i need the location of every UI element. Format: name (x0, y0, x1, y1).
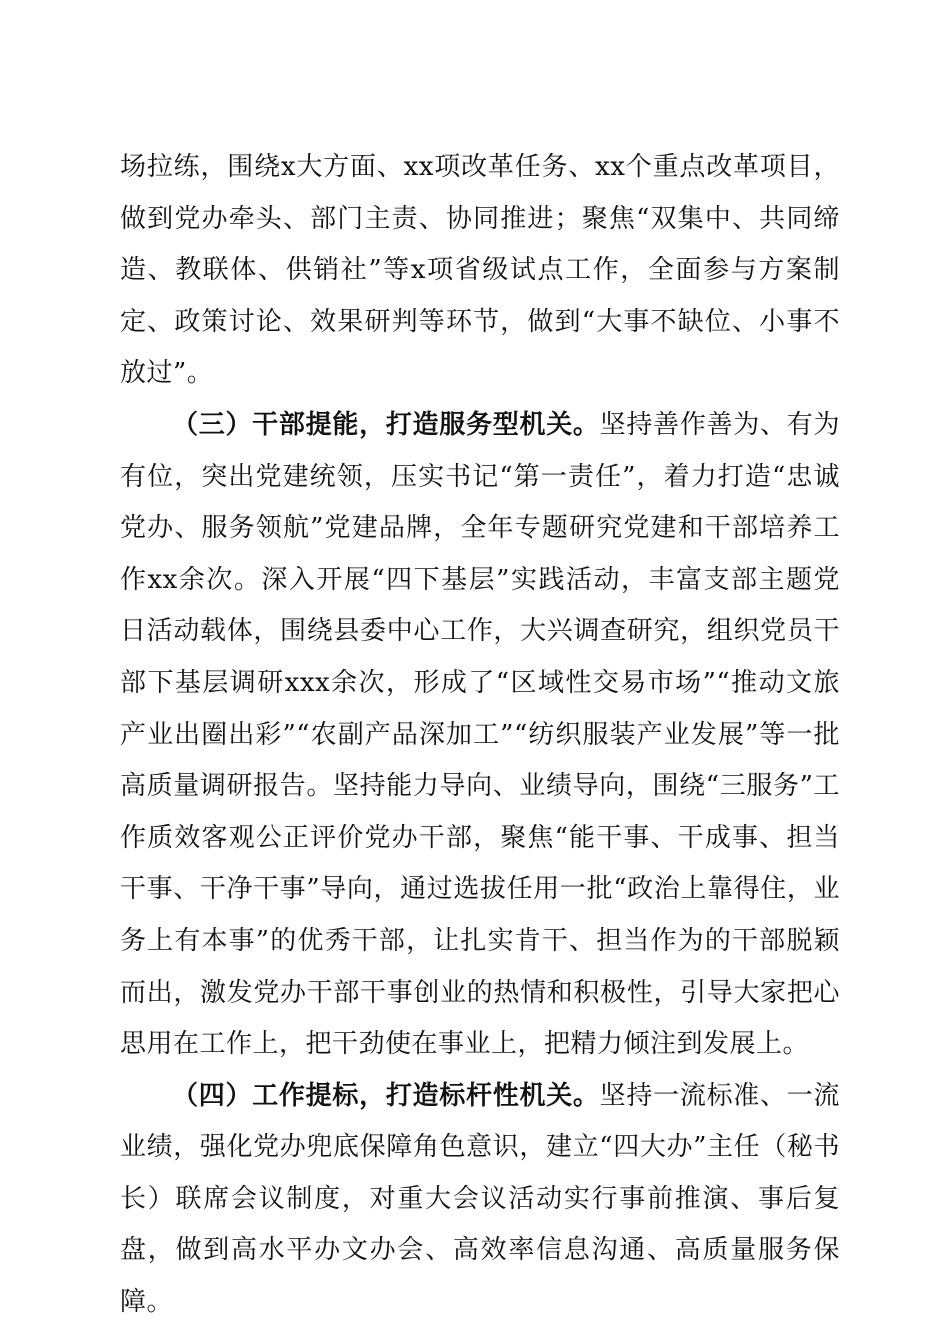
paragraph-text: 坚持善作善为、有为有位，突出党建统领，压实书记“第一责任”，着力打造“忠诚党办、服务领航”党建品牌，全年专题研究党建和干部培养工作xx余次。深入开展“四下基层”实践活动，丰富支部主题党日活动载体，围绕县委中心工作，大兴调查研究，组织党员干部下基层调研xxx余次，形成了“区域性交易市场”“推动文旅产业出圈出彩”“农副产品深加工”“纺织服装产业发展”等一批高质量调研报告。坚持能力导向、业绩导向，围绕“三服务”工作质效客观公正评价党办干部，聚焦“能干事、干成事、担当干事、干净干事”导向，通过选拔任用一批“政治上靠得住，业务上有本事”的优秀干部，让扎实肯干、担当作为的干部脱颖而出，激发党办干部干事创业的热情和积极性，引导大家把心思用在工作上，把干劲使在事业上，把精力倾注到发展上。 (120, 409, 840, 1060)
paragraph-text: 场拉练，围绕x大方面、xx项改革任务、xx个重点改革项目，做到党办牵头、部门主责、协同推进；聚焦“双集中、共同缔造、教联体、供销社”等x项省级试点工作，全面参与方案制定、政策讨论、效果研判等环节，做到“大事不缺位、小事不放过”。 (120, 152, 840, 389)
paragraph-section-four (120, 1071, 840, 1329)
section-heading: （三）干部提能，打造服务型机关。 (172, 409, 600, 440)
paragraph-section-three (120, 400, 840, 1071)
paragraph-continued (120, 142, 840, 400)
document-body (120, 142, 840, 1329)
paragraph-text: 坚持一流标准、一流业绩，强化党办兜底保障角色意识，建立“四大办”主任（秘书长）联席会议制度，对重大会议活动实行事前推演、事后复盘，做到高水平办文办会、高效率信息沟通、高质量服务保障。 (120, 1080, 840, 1318)
section-heading: （四）工作提标，打造标杆性机关。 (172, 1080, 600, 1111)
